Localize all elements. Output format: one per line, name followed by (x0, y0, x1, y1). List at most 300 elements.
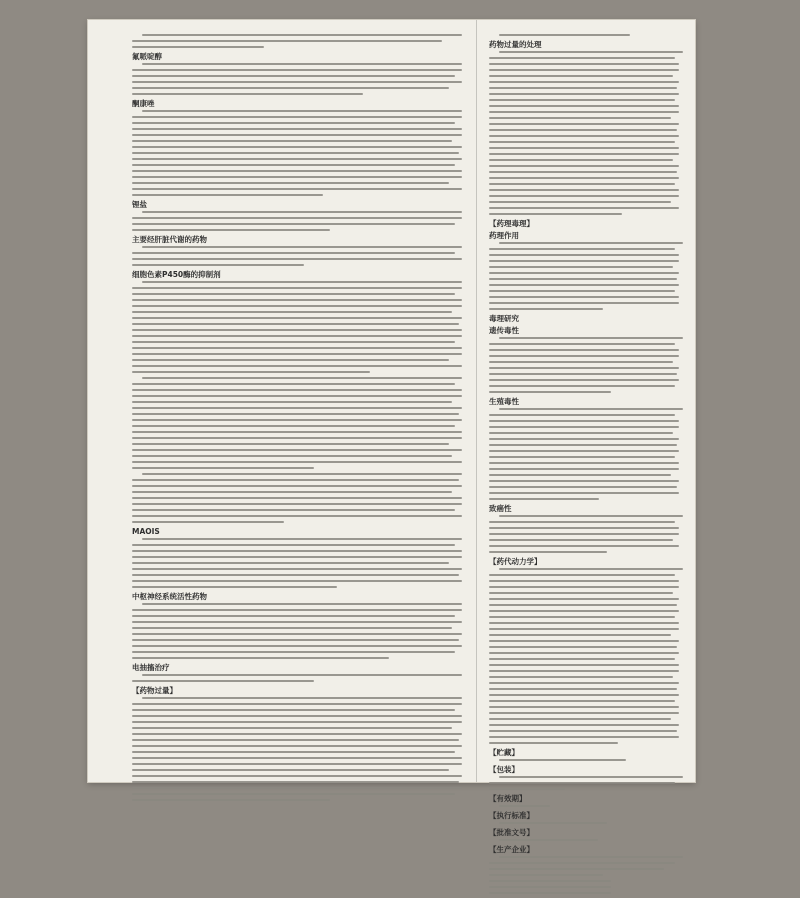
text-line (489, 189, 679, 191)
text-line (489, 123, 679, 125)
section-heading: 【生产企业】 (489, 845, 534, 854)
text-line (132, 182, 449, 184)
section-heading: 【包装】 (489, 765, 519, 774)
text-line (489, 545, 679, 547)
text-line (489, 308, 603, 310)
text-line (132, 93, 363, 95)
text-line (132, 568, 462, 570)
text-line (489, 260, 679, 262)
text-line (132, 371, 370, 373)
text-line (132, 544, 455, 546)
text-line (132, 793, 455, 795)
text-section (132, 270, 462, 373)
text-line (489, 444, 677, 446)
text-line (132, 799, 330, 801)
section-heading: 【批准文号】 (489, 828, 534, 837)
paragraph-text (132, 674, 462, 682)
text-line (489, 628, 679, 630)
text-line (489, 117, 671, 119)
text-line (132, 633, 462, 635)
text-line (132, 449, 462, 451)
text-line (132, 645, 462, 647)
paragraph-text (489, 759, 679, 761)
text-line (132, 134, 462, 136)
paragraph-text (132, 246, 462, 266)
text-line (489, 574, 675, 576)
text-line (489, 99, 675, 101)
text-line (132, 383, 455, 385)
paragraph-text (132, 697, 462, 801)
text-line (142, 34, 462, 36)
text-line (499, 856, 683, 858)
text-line (489, 718, 671, 720)
text-line (489, 105, 679, 107)
text-line (132, 128, 462, 130)
text-section (132, 473, 462, 523)
paragraph-text (489, 408, 679, 500)
text-line (489, 640, 679, 642)
text-line (489, 521, 675, 523)
text-line (132, 775, 462, 777)
section-heading: 药理作用 (489, 231, 519, 240)
text-section (489, 765, 679, 790)
text-line (489, 706, 679, 708)
text-line (132, 515, 462, 517)
text-section (132, 377, 462, 469)
text-section (489, 34, 679, 36)
text-line (499, 805, 550, 807)
text-line (132, 574, 459, 576)
text-line (489, 355, 679, 357)
text-line (132, 353, 462, 355)
text-line (489, 296, 679, 298)
text-line (132, 703, 462, 705)
text-line (489, 379, 679, 381)
text-line (132, 389, 462, 391)
text-line (132, 443, 449, 445)
text-line (489, 426, 679, 428)
text-line (489, 57, 675, 59)
paragraph-text (489, 839, 679, 841)
text-line (132, 75, 455, 77)
text-line (489, 69, 679, 71)
text-line (489, 694, 679, 696)
text-line (499, 759, 626, 761)
text-line (489, 580, 679, 582)
paragraph-text (132, 34, 462, 48)
text-line (489, 688, 677, 690)
text-line (132, 359, 449, 361)
paragraph-text (489, 337, 679, 393)
text-section (132, 34, 462, 48)
text-line (132, 419, 462, 421)
text-line (489, 420, 679, 422)
text-line (499, 568, 683, 570)
text-line (132, 455, 452, 457)
text-line (489, 730, 677, 732)
text-line (499, 839, 598, 841)
text-line (489, 284, 679, 286)
text-line (132, 727, 452, 729)
text-line (489, 207, 679, 209)
text-section (132, 686, 462, 801)
text-line (499, 408, 683, 410)
text-line (132, 293, 455, 295)
right-text-column (489, 34, 679, 898)
text-line (489, 75, 673, 77)
text-line (132, 461, 462, 463)
paragraph-text (489, 34, 679, 36)
text-line (489, 195, 679, 197)
paragraph-text (489, 242, 679, 310)
text-line (142, 674, 462, 676)
section-heading: 遗传毒性 (489, 326, 519, 335)
text-line (489, 682, 679, 684)
text-line (489, 278, 677, 280)
section-heading: 细胞色素P450酶的抑制剂 (132, 270, 221, 279)
text-line (489, 153, 679, 155)
text-line (489, 450, 679, 452)
text-line (489, 886, 611, 888)
text-line (489, 712, 679, 714)
text-line (132, 46, 264, 48)
section-heading: 酮康唑 (132, 99, 155, 108)
text-line (489, 171, 677, 173)
section-heading: 电抽搐治疗 (132, 663, 170, 672)
text-line (132, 176, 462, 178)
text-line (132, 317, 462, 319)
section-heading: 生殖毒性 (489, 397, 519, 406)
text-line (132, 122, 455, 124)
text-line (489, 862, 675, 864)
text-line (499, 515, 683, 517)
text-line (132, 223, 455, 225)
paragraph-text (489, 515, 679, 553)
text-line (132, 781, 459, 783)
text-line (132, 164, 455, 166)
text-line (132, 287, 462, 289)
text-line (132, 188, 462, 190)
text-section (489, 40, 679, 215)
text-line (489, 266, 673, 268)
text-line (132, 787, 462, 789)
text-section (132, 592, 462, 659)
text-section (489, 828, 679, 841)
paragraph-text (132, 63, 462, 95)
text-line (132, 311, 452, 313)
text-line (489, 111, 679, 113)
text-line (132, 146, 462, 148)
text-line (489, 129, 677, 131)
text-line (132, 467, 314, 469)
text-section (132, 99, 462, 196)
text-line (142, 538, 462, 540)
text-line (489, 480, 679, 482)
text-line (489, 468, 679, 470)
text-line (489, 533, 679, 535)
text-line (489, 213, 622, 215)
text-section (489, 794, 679, 807)
text-line (489, 586, 679, 588)
text-section (489, 504, 679, 553)
paragraph-text (132, 603, 462, 659)
text-line (489, 438, 679, 440)
text-line (489, 462, 679, 464)
text-line (132, 521, 284, 523)
text-line (489, 474, 671, 476)
text-line (489, 343, 675, 345)
paragraph-text (132, 377, 462, 469)
text-line (132, 152, 459, 154)
text-line (132, 763, 462, 765)
text-line (489, 658, 675, 660)
text-line (132, 264, 304, 266)
text-line (132, 757, 462, 759)
paragraph-text (489, 568, 679, 744)
text-line (142, 281, 462, 283)
paragraph-text (132, 211, 462, 231)
text-line (489, 868, 664, 870)
text-line (132, 407, 462, 409)
section-heading: 氟哌啶醇 (132, 52, 162, 61)
text-line (499, 51, 683, 53)
text-line (132, 580, 462, 582)
text-line (489, 724, 679, 726)
text-line (489, 87, 677, 89)
text-section (132, 663, 462, 682)
text-line (132, 413, 459, 415)
text-line (132, 158, 462, 160)
text-line (132, 751, 455, 753)
text-line (132, 194, 323, 196)
section-heading: 【贮藏】 (489, 748, 519, 757)
text-line (132, 621, 462, 623)
text-line (132, 733, 462, 735)
text-line (499, 337, 683, 339)
text-line (489, 385, 675, 387)
text-line (499, 242, 683, 244)
text-line (489, 93, 679, 95)
text-line (489, 414, 675, 416)
text-line (499, 34, 630, 36)
paragraph-text (132, 538, 462, 588)
text-line (132, 769, 449, 771)
text-line (489, 664, 679, 666)
text-line (132, 395, 462, 397)
text-line (132, 401, 452, 403)
text-line (132, 229, 330, 231)
text-line (489, 456, 675, 458)
text-line (132, 81, 462, 83)
text-line (132, 479, 459, 481)
text-section (489, 219, 679, 228)
text-line (489, 742, 618, 744)
text-line (489, 610, 679, 612)
text-line (132, 609, 462, 611)
text-line (489, 272, 679, 274)
text-line (489, 880, 611, 882)
left-text-column (132, 34, 462, 805)
text-section (489, 397, 679, 500)
paragraph-text (132, 473, 462, 523)
text-section (132, 52, 462, 95)
text-line (132, 503, 462, 505)
section-heading: 毒理研究 (489, 314, 519, 323)
text-line (132, 680, 314, 682)
text-line (132, 140, 452, 142)
text-line (142, 603, 462, 605)
paragraph-text (489, 776, 679, 790)
text-line (132, 425, 455, 427)
text-line (132, 509, 455, 511)
text-line (489, 201, 671, 203)
section-heading: 主要经肝脏代谢的药物 (132, 235, 207, 244)
text-line (489, 349, 679, 351)
text-line (132, 329, 462, 331)
section-heading: MAOIS (132, 527, 160, 536)
text-line (489, 736, 679, 738)
section-heading: 【执行标准】 (489, 811, 534, 820)
text-line (132, 485, 462, 487)
paragraph-text (132, 110, 462, 196)
section-heading: 锂盐 (132, 200, 147, 209)
text-line (142, 211, 462, 213)
text-line (132, 615, 455, 617)
text-line (132, 87, 449, 89)
text-line (132, 586, 337, 588)
text-line (489, 551, 607, 553)
text-line (132, 258, 462, 260)
text-line (489, 616, 675, 618)
text-line (489, 782, 675, 784)
text-line (489, 539, 673, 541)
text-line (489, 391, 611, 393)
text-section (489, 845, 679, 894)
text-line (132, 116, 462, 118)
section-heading: 【药理毒理】 (489, 219, 534, 228)
text-line (499, 822, 607, 824)
text-line (489, 652, 679, 654)
text-line (132, 627, 452, 629)
text-line (132, 550, 462, 552)
text-section (132, 527, 462, 588)
text-line (132, 365, 462, 367)
text-section (132, 200, 462, 231)
text-line (489, 165, 679, 167)
fold-crease (476, 20, 477, 782)
text-line (132, 323, 459, 325)
text-line (132, 497, 462, 499)
text-line (142, 697, 462, 699)
text-line (489, 432, 673, 434)
text-line (489, 486, 677, 488)
text-line (132, 335, 462, 337)
paragraph-text (489, 856, 679, 894)
paragraph-text (489, 805, 679, 807)
text-line (132, 639, 459, 641)
text-line (489, 874, 603, 876)
text-section (489, 326, 679, 393)
text-line (489, 604, 677, 606)
section-heading: 致癌性 (489, 504, 512, 513)
text-line (489, 646, 677, 648)
text-line (489, 183, 675, 185)
text-line (489, 81, 679, 83)
text-line (132, 170, 462, 172)
section-heading: 【药物过量】 (132, 686, 177, 695)
paragraph-text (132, 281, 462, 373)
text-section (132, 235, 462, 266)
text-line (142, 377, 462, 379)
text-line (132, 252, 455, 254)
text-section (489, 314, 679, 323)
text-line (489, 498, 599, 500)
section-heading: 【有效期】 (489, 794, 527, 803)
text-line (132, 431, 462, 433)
text-line (489, 373, 677, 375)
text-line (489, 367, 679, 369)
text-line (489, 598, 679, 600)
text-line (489, 676, 673, 678)
text-line (489, 700, 675, 702)
text-line (142, 246, 462, 248)
text-line (132, 709, 455, 711)
paragraph-text (489, 822, 679, 824)
text-line (132, 745, 462, 747)
text-line (489, 254, 679, 256)
text-line (132, 715, 462, 717)
text-line (489, 622, 679, 624)
text-line (132, 305, 462, 307)
text-line (489, 788, 565, 790)
text-line (132, 347, 462, 349)
text-line (132, 651, 455, 653)
text-line (132, 299, 462, 301)
text-section (489, 811, 679, 824)
text-line (132, 341, 455, 343)
section-heading: 药物过量的处理 (489, 40, 542, 49)
text-line (132, 69, 462, 71)
text-line (489, 147, 679, 149)
text-line (132, 739, 459, 741)
package-insert-sheet (88, 20, 695, 854)
text-line (132, 40, 442, 42)
text-line (489, 177, 679, 179)
text-line (132, 556, 462, 558)
text-line (132, 437, 462, 439)
text-line (489, 141, 675, 143)
text-line (489, 290, 675, 292)
text-line (489, 892, 611, 894)
text-line (499, 776, 683, 778)
text-line (489, 302, 679, 304)
paragraph-text (489, 51, 679, 215)
text-section (489, 557, 679, 744)
text-line (142, 110, 462, 112)
text-line (132, 217, 462, 219)
text-line (132, 721, 462, 723)
text-line (142, 63, 462, 65)
text-line (132, 657, 389, 659)
text-line (489, 670, 679, 672)
text-line (489, 527, 679, 529)
text-line (489, 361, 673, 363)
text-line (489, 63, 679, 65)
text-line (489, 592, 673, 594)
text-line (132, 562, 449, 564)
text-line (489, 135, 679, 137)
text-line (132, 491, 452, 493)
